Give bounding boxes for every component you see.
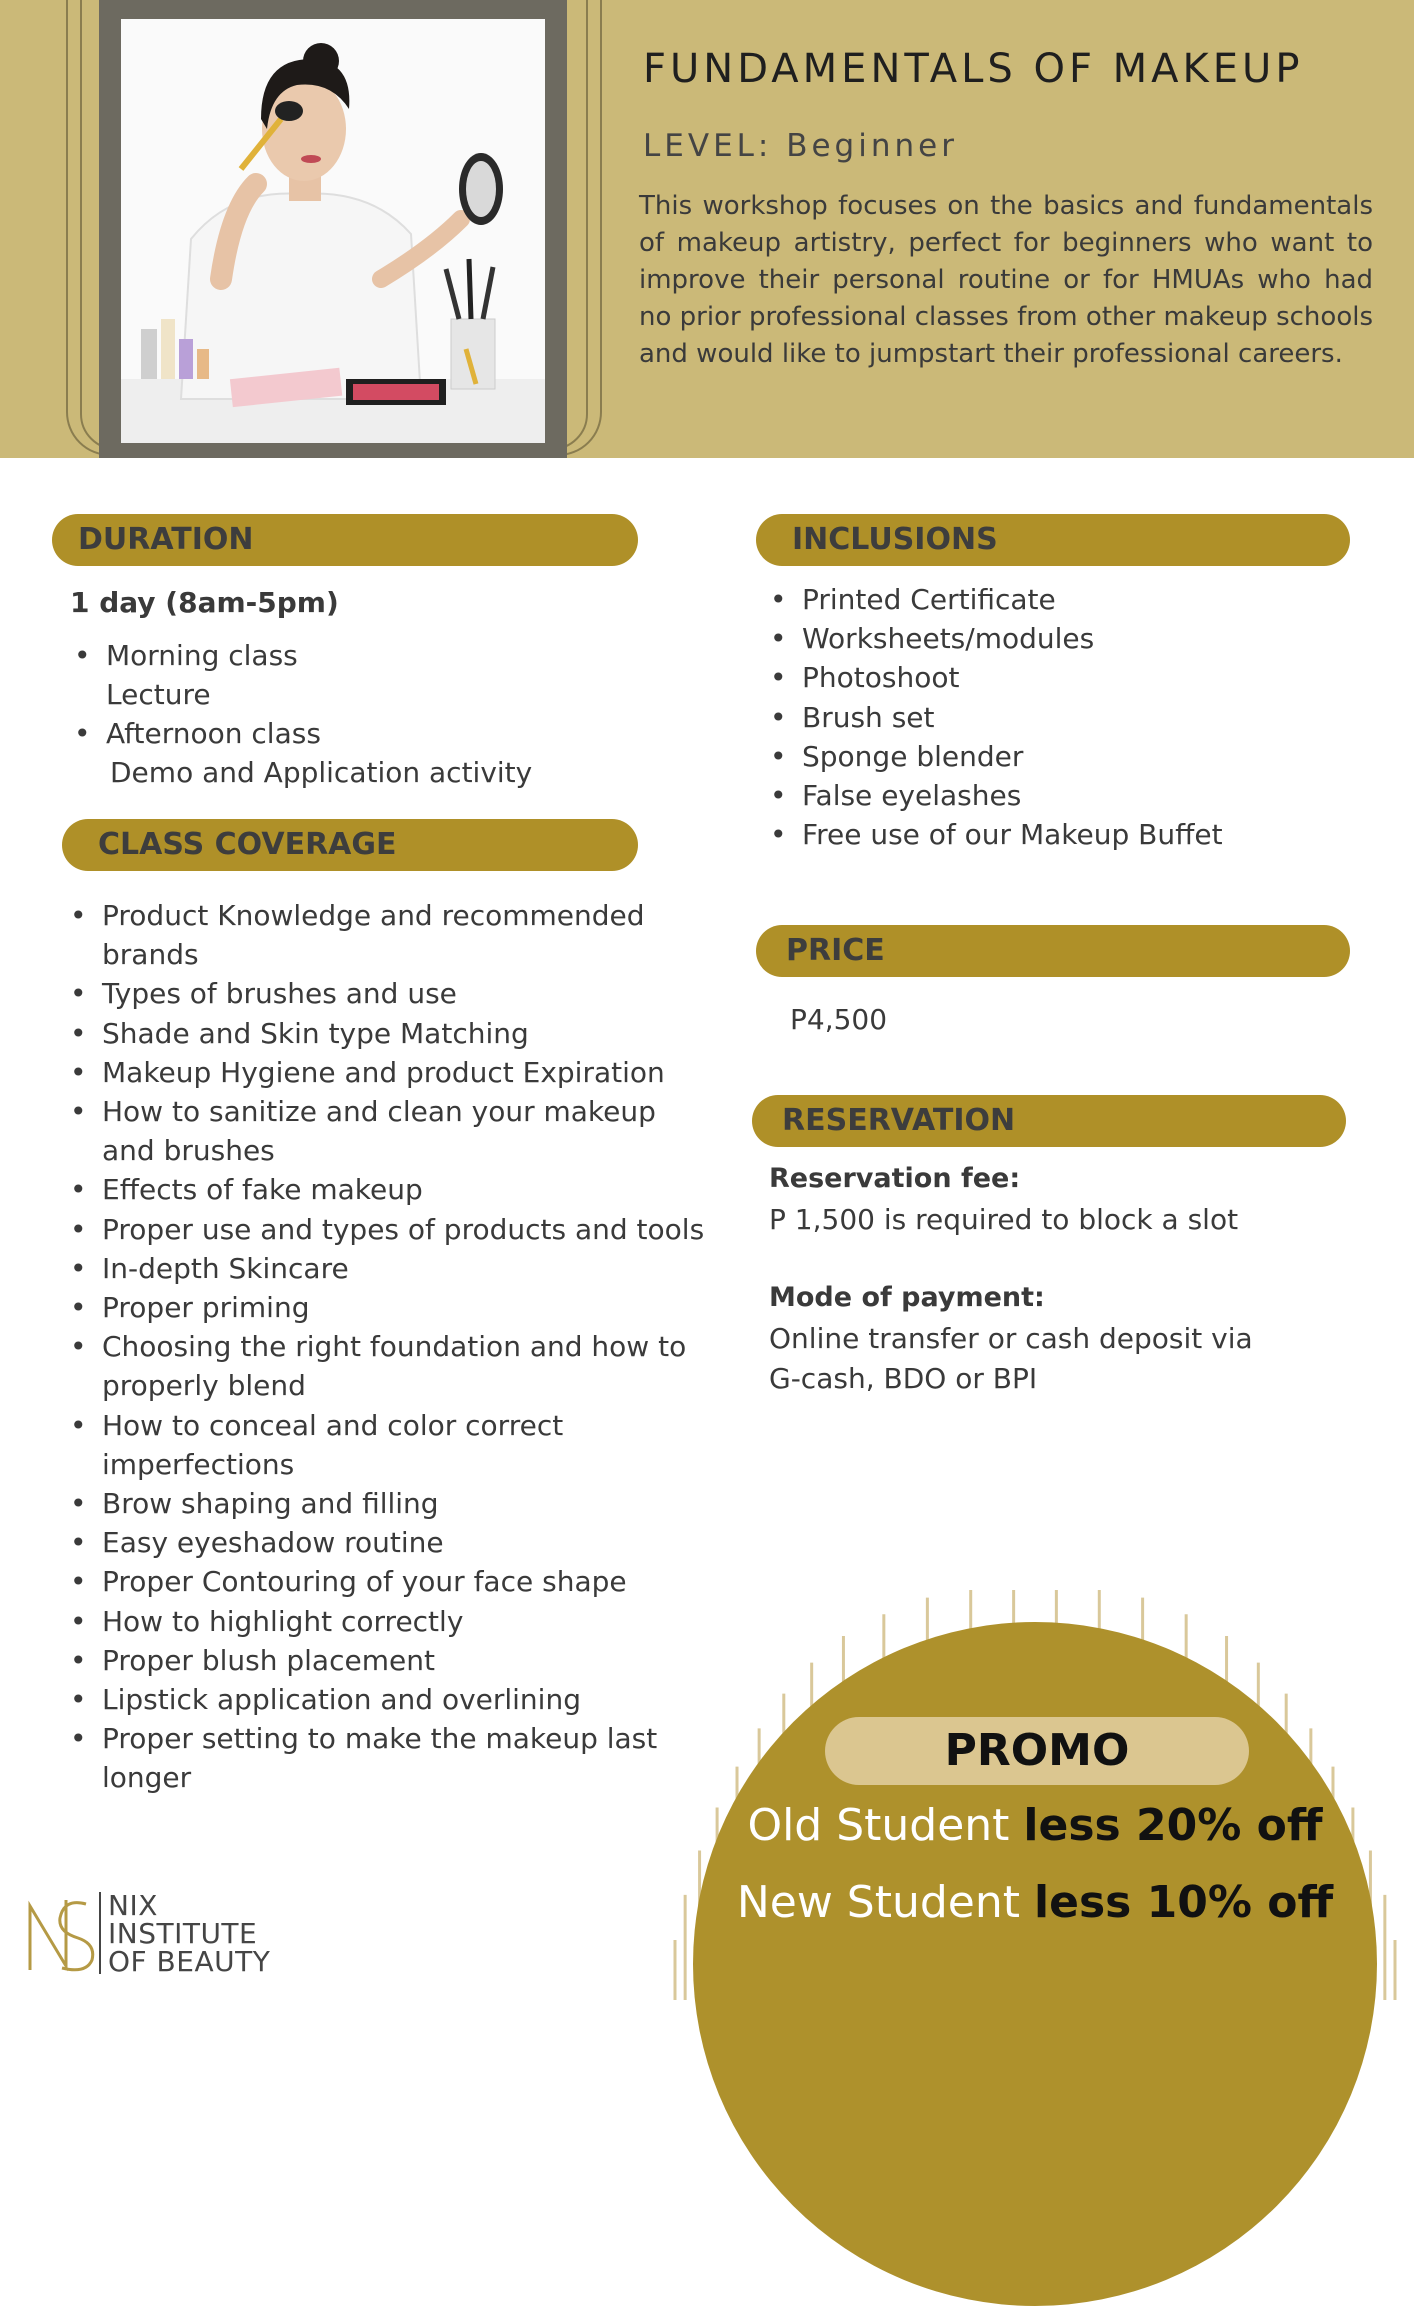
duration-heading: DURATION: [52, 514, 638, 566]
list-item: • Brush set: [766, 698, 1366, 737]
course-title: FUNDAMENTALS OF MAKEUP: [643, 46, 1304, 92]
payment-mode-label: Mode of payment:: [769, 1282, 1045, 1313]
promo-new-label: New Student: [736, 1877, 1021, 1928]
list-item: • Proper setting to make the makeup last longer: [66, 1719, 682, 1797]
course-description: This workshop focuses on the basics and fundamentals of makeup artistry, perfect for beginners who want to improve their personal routine or for HMUAs who had no prior professional classes from other makeup schools and would like to jumpstart their professional careers.: [639, 191, 1373, 369]
price-heading: PRICE: [756, 925, 1350, 977]
list-item: [70, 714, 630, 792]
duration-summary: 1 day (8am-5pm): [70, 586, 339, 619]
logo-line2: INSTITUTE: [108, 1917, 258, 1950]
duration-item-label: Afternoon class: [106, 717, 321, 750]
coverage-list: [66, 896, 706, 1798]
list-item: • Free use of our Makeup Buffet: [766, 815, 1366, 854]
list-item: [70, 636, 630, 714]
model-photo: [121, 19, 545, 443]
logo-wordmark: [108, 1889, 271, 1978]
list-item: • False eyelashes: [766, 776, 1366, 815]
list-item: • Lipstick application and overlining: [66, 1680, 706, 1719]
reservation-fee-label: Reservation fee:: [769, 1163, 1021, 1194]
inclusions-heading: INCLUSIONS: [756, 514, 1350, 566]
course-level: LEVEL: Beginner: [643, 128, 958, 164]
list-item: • Effects of fake makeup: [66, 1170, 706, 1209]
coverage-heading: CLASS COVERAGE: [62, 819, 638, 871]
duration-list: [70, 636, 630, 792]
list-item: • Choosing the right foundation and how to properly blend: [66, 1327, 722, 1405]
list-item: • In-depth Skincare: [66, 1249, 706, 1288]
payment-mode-line1: Online transfer or cash deposit via: [769, 1322, 1253, 1355]
list-item: • Makeup Hygiene and product Expiration: [66, 1053, 706, 1092]
duration-item-label: Morning class: [106, 639, 298, 672]
list-item: • How to sanitize and clean your makeup and brushes: [66, 1092, 702, 1170]
promo-heading: PROMO: [825, 1717, 1249, 1785]
reservation-heading: RESERVATION: [752, 1095, 1346, 1147]
reservation-fee-text: P 1,500 is required to block a slot: [769, 1203, 1239, 1236]
header-banner: [0, 0, 1414, 458]
list-item: • Shade and Skin type Matching: [66, 1014, 706, 1053]
list-item: • Easy eyeshadow routine: [66, 1523, 706, 1562]
list-item: • Proper blush placement: [66, 1641, 706, 1680]
promo-old-label: Old Student: [747, 1800, 1010, 1851]
list-item: • Printed Certificate: [766, 580, 1366, 619]
duration-item-detail: Demo and Application activity: [110, 756, 533, 789]
list-item: • Brow shaping and filling: [66, 1484, 706, 1523]
list-item: • How to conceal and color correct imperfections: [66, 1406, 662, 1484]
payment-mode-line2: G-cash, BDO or BPI: [769, 1362, 1038, 1395]
list-item: • How to highlight correctly: [66, 1602, 706, 1641]
inclusions-list: [766, 580, 1366, 854]
list-item: • Proper priming: [66, 1288, 706, 1327]
price-value: P4,500: [790, 1003, 888, 1036]
promo-old-student: [700, 1800, 1370, 1851]
list-item: • Proper use and types of products and tools: [66, 1210, 706, 1249]
list-item: • Product Knowledge and recommended brands: [66, 896, 662, 974]
logo-line3: OF BEAUTY: [108, 1945, 271, 1978]
list-item: • Proper Contouring of your face shape: [66, 1562, 706, 1601]
logo-line1: NIX: [108, 1889, 158, 1922]
list-item: • Sponge blender: [766, 737, 1366, 776]
promo-new-student: [700, 1877, 1370, 1928]
promo-old-discount: less 20% off: [1023, 1800, 1323, 1851]
model-illustration: [121, 19, 545, 443]
list-item: • Photoshoot: [766, 658, 1366, 697]
list-item: • Types of brushes and use: [66, 974, 706, 1013]
duration-item-detail: Lecture: [106, 678, 211, 711]
list-item: • Worksheets/modules: [766, 619, 1366, 658]
promo-new-discount: less 10% off: [1034, 1877, 1334, 1928]
